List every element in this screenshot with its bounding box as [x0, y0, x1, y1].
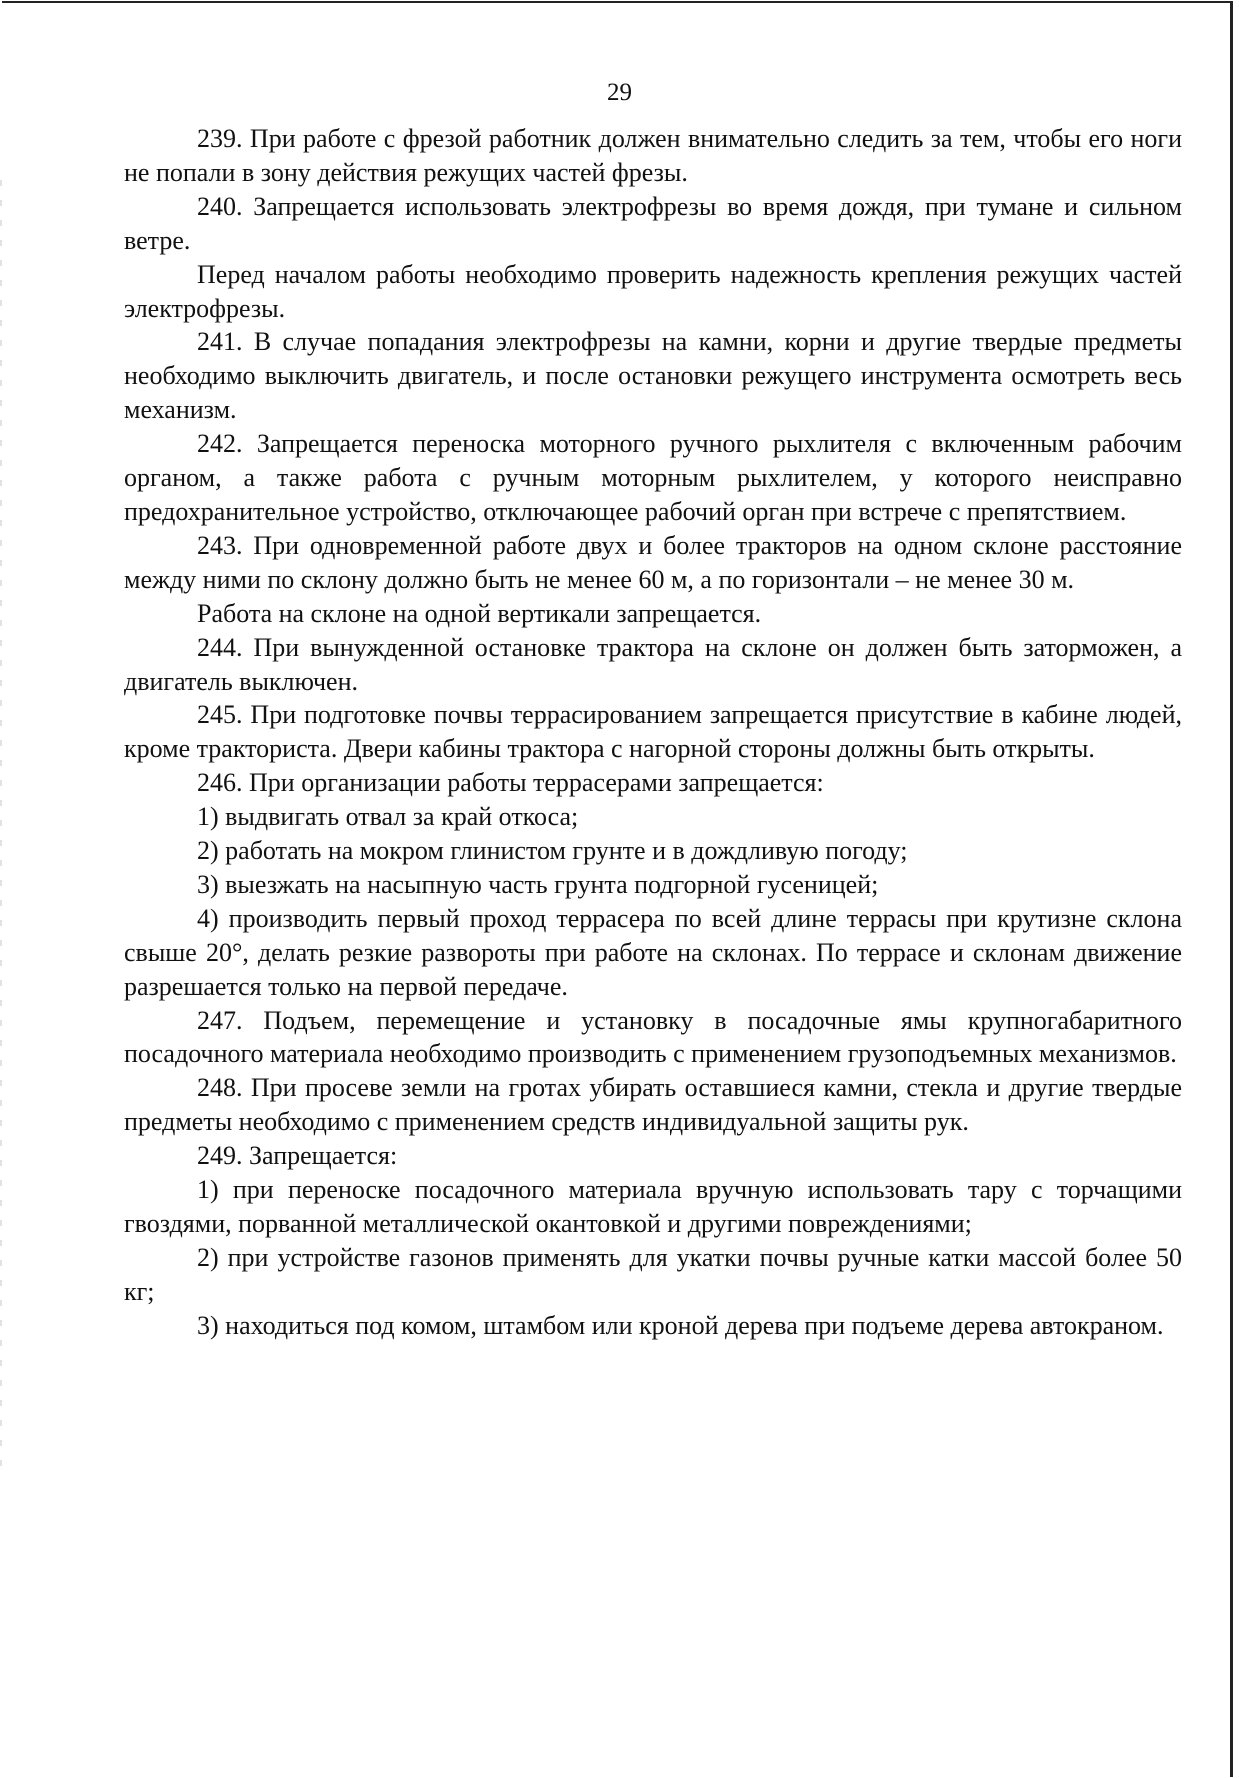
paragraph-245: 245. При подготовке почвы террасированием запрещается присутствие в кабине людей, кроме тракториста. Двери кабины трактора с нагорной стороны должны быть открыты. [124, 700, 1182, 764]
paragraph-246: 246. При организации работы террасерами запрещается: [197, 768, 824, 798]
document-body [124, 122, 1182, 1343]
page-number: 29 [607, 79, 632, 106]
paragraph-249: 249. Запрещается: [197, 1141, 398, 1171]
paragraph-240: 240. Запрещается использовать электрофрезы во время дождя, при тумане и сильном ветре. [124, 191, 1182, 255]
list-item-249-2: 2) при устройстве газонов применять для укатки почвы ручные катки массой более 50 кг; [124, 1242, 1182, 1306]
paragraph-239: 239. При работе с фрезой работник должен внимательно следить за тем, чтобы его ноги не попали в зону действия режущих частей фрезы. [124, 124, 1182, 187]
paragraph-244: 244. При вынужденной остановке трактора на склоне он должен быть заторможен, а двигатель выключен. [124, 632, 1182, 696]
paragraph-243: 243. При одновременной работе двух и более тракторов на одном склоне расстояние между ними по склону должно быть не менее 60 м, а по горизонтали – не менее 30 м. [124, 530, 1182, 594]
paragraph-248: 248. При просеве земли на гротах убирать оставшиеся камни, стекла и другие твердые предметы необходимо с применением средств индивидуальной защиты рук. [124, 1073, 1182, 1137]
paragraph-240-continued: Перед началом работы необходимо проверить надежность крепления режущих частей электрофрезы. [124, 259, 1182, 323]
list-item-249-3: 3) находиться под комом, штамбом или кроной дерева при подъеме дерева автокраном. [197, 1310, 1164, 1340]
list-item-246-2: 2) работать на мокром глинистом грунте и в дождливую погоду; [197, 836, 908, 866]
paragraph-243-continued: Работа на склоне на одной вертикали запрещается. [197, 598, 762, 628]
list-item-246-3: 3) выезжать на насыпную часть грунта подгорной гусеницей; [197, 869, 879, 899]
paragraph-241: 241. В случае попадания электрофрезы на камни, корни и другие твердые предметы необходимо выключить двигатель, и после остановки режущего инструмента осмотреть весь механизм. [124, 327, 1182, 425]
list-item-246-1: 1) выдвигать отвал за край откоса; [197, 802, 579, 832]
list-item-246-4: 4) производить первый проход террасера по всей длине террасы при крутизне склона свыше 20°, делать резкие развороты при работе на склонах. По террасе и склонам движение разрешается только на первой передаче. [124, 903, 1182, 1001]
paragraph-242: 242. Запрещается переноска моторного ручного рыхлителя с включенным рабочим органом, а также работа с ручным моторным рыхлителем, у которого неисправно предохранительное устройство, отключающее рабочий орган при встрече с препятствием. [124, 429, 1182, 526]
paragraph-247: 247. Подъем, перемещение и установку в посадочные ямы крупногабаритного посадочного материала необходимо производить с применением грузоподъемных механизмов. [124, 1005, 1182, 1069]
list-item-249-1: 1) при переноске посадочного материала вручную использовать тару с торчащими гвоздями, порванной металлической окантовкой и другими повреждениями; [124, 1175, 1182, 1238]
scan-edge-artifact [0, 180, 2, 1480]
